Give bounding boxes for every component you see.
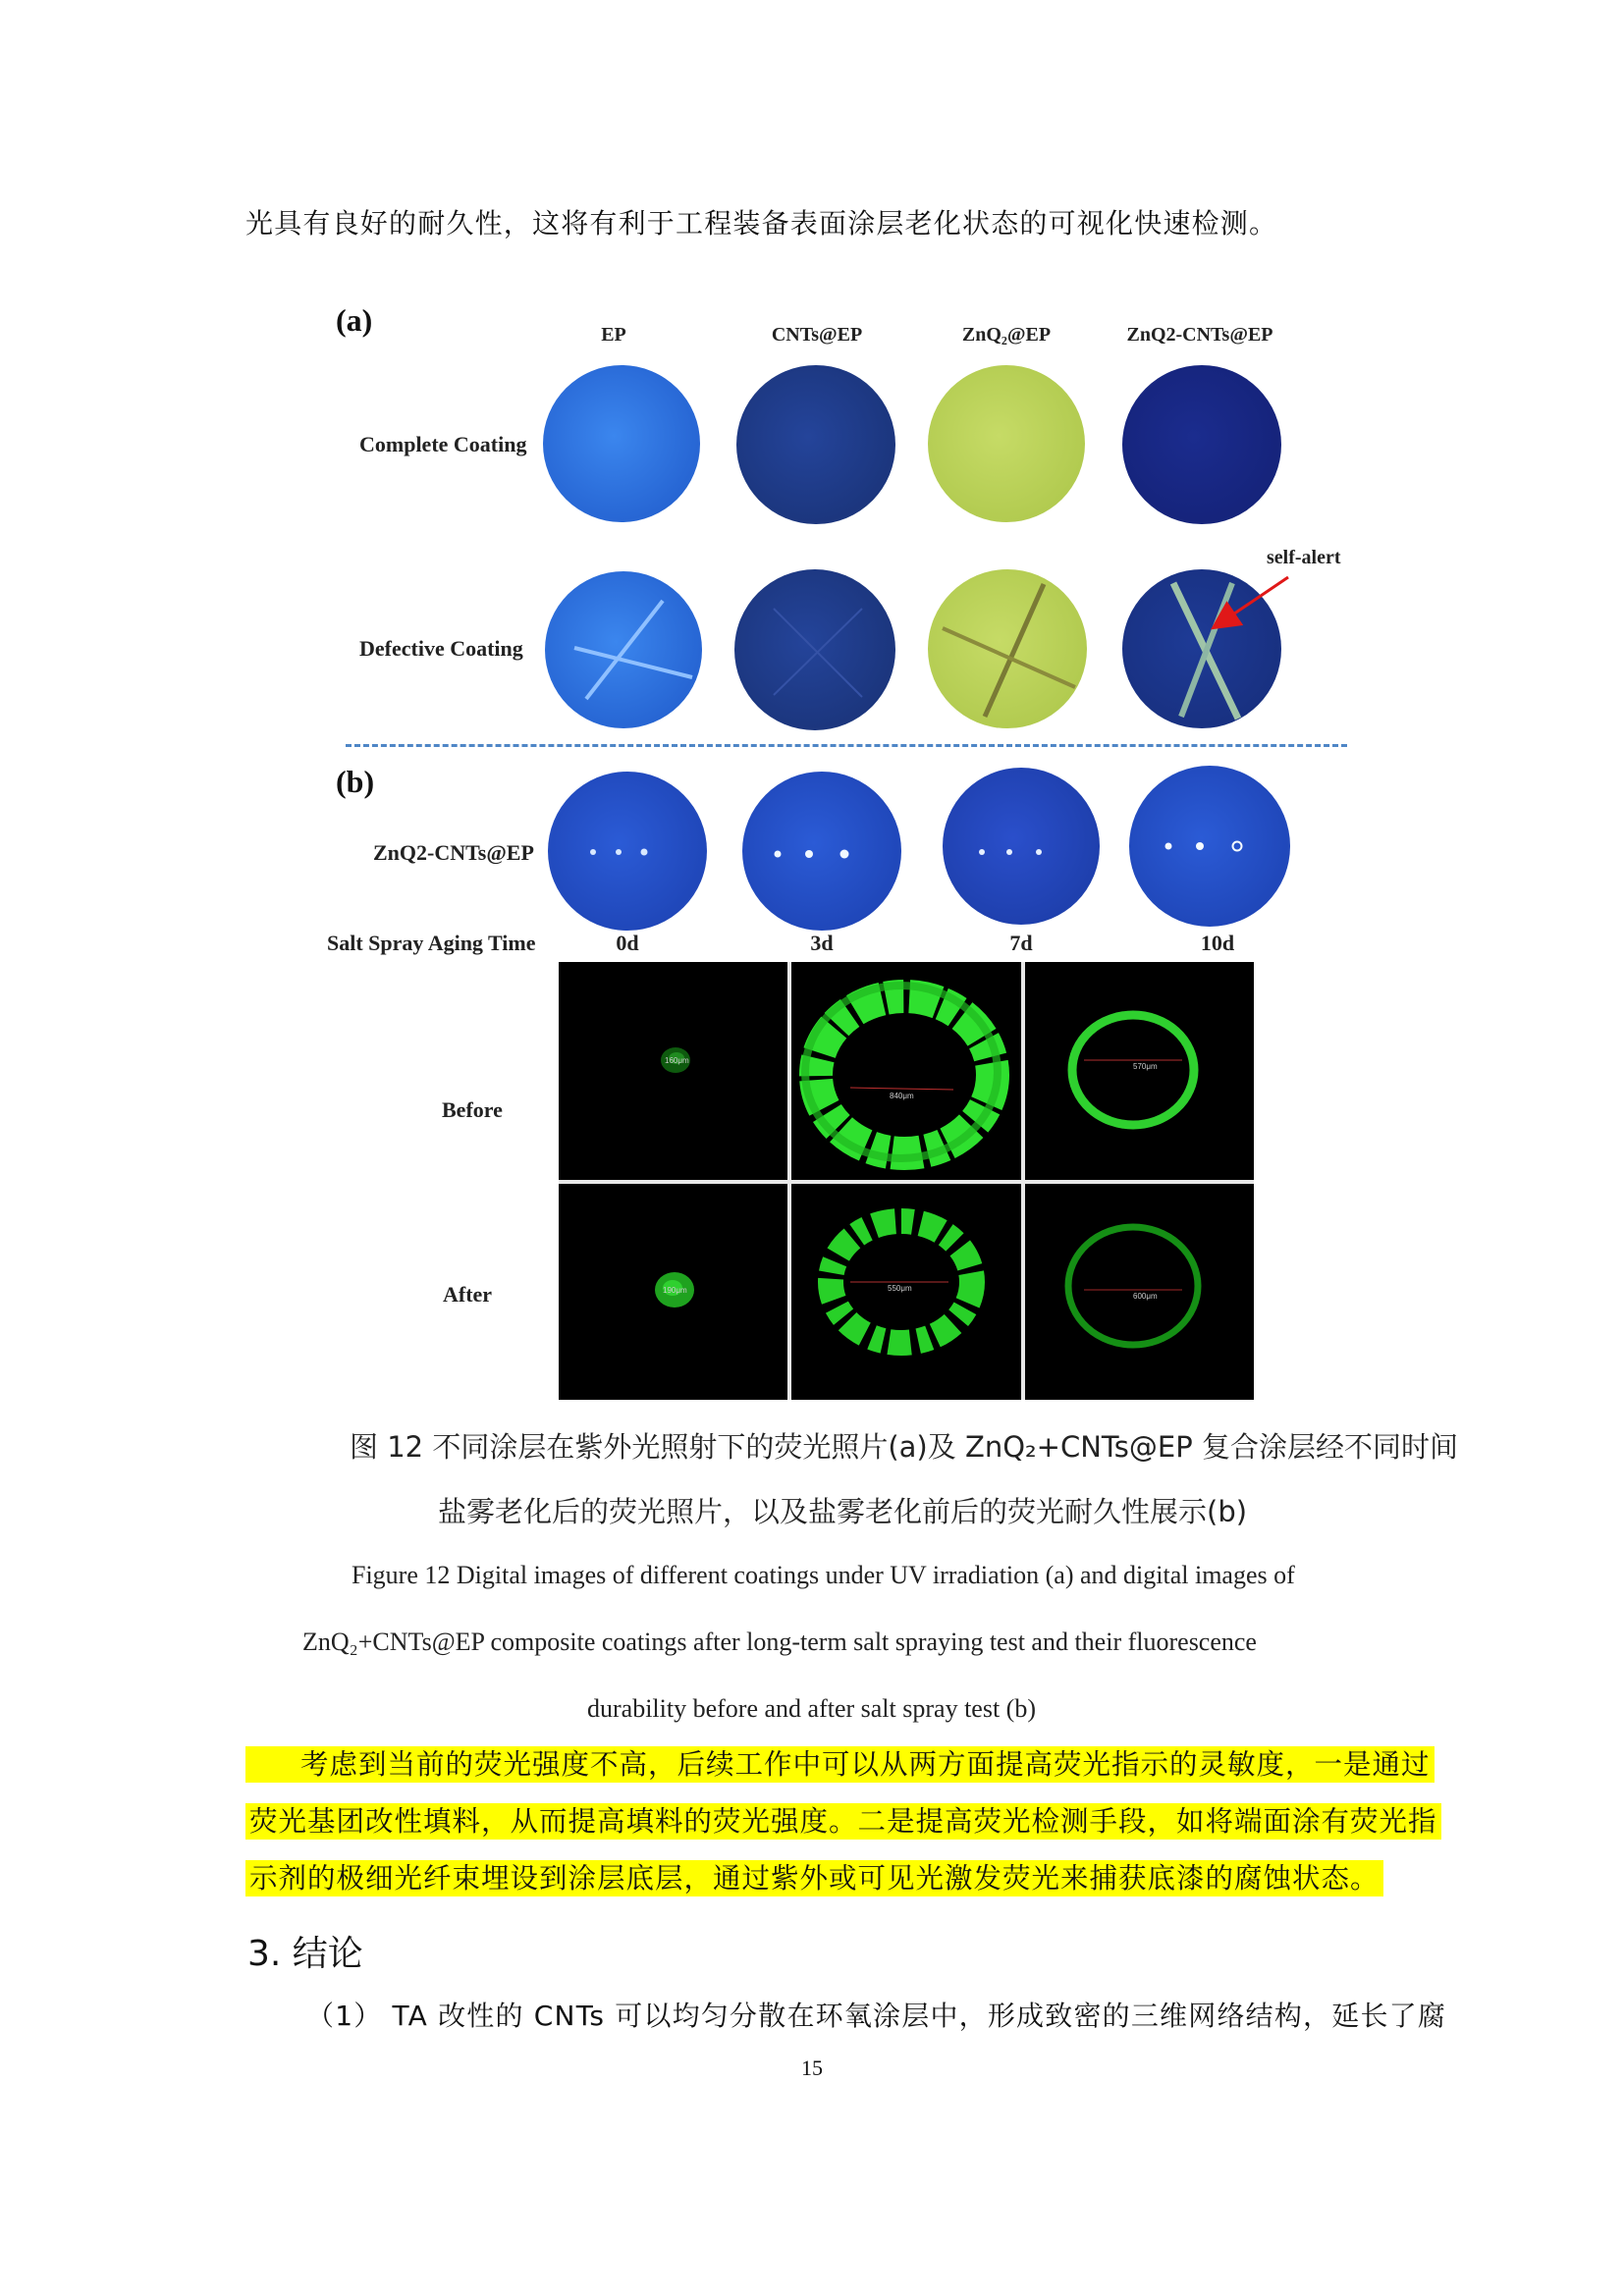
self-alert-label: self-alert <box>1267 547 1341 568</box>
highlight-paragraph-line-2 <box>245 1799 1441 1840</box>
aging-time-0d: 0d <box>616 931 639 955</box>
row-label-znq2-cnts-ep: ZnQ2-CNTs@EP <box>373 840 534 865</box>
highlight-paragraph-line-1 <box>245 1742 1435 1783</box>
column-header-znq2-ep: ZnQ₂@EP <box>961 324 1052 346</box>
highlight-paragraph-line-3 <box>245 1856 1383 1896</box>
highlight-text-3: 示剂的极细光纤束埋设到涂层底层，通过紫外或可见光激发荧光来捕获底漆的腐蚀状态。 <box>245 1860 1383 1896</box>
micrograph-before-1 <box>559 962 787 1180</box>
disc-ep-complete <box>543 365 700 522</box>
scale-label-before-2: 840μm <box>890 1092 914 1100</box>
section-heading: 3. 结论 <box>247 1934 363 1974</box>
highlight-text-1: 考虑到当前的荧光强度不高，后续工作中可以从两方面提高荧光指示的灵敏度，一是通过 <box>245 1746 1435 1783</box>
micrograph-before-2 <box>791 962 1021 1180</box>
intro-text-line: 光具有良好的耐久性，这将有利于工程装备表面涂层老化状态的可视化快速检测。 <box>245 207 1278 240</box>
panel-b-label: (b) <box>336 764 375 799</box>
fluorescent-ring-before-3 <box>1025 962 1254 1180</box>
fluorescent-ring-before-2 <box>791 962 1021 1180</box>
micrograph-after-1 <box>559 1184 787 1400</box>
scale-label-before-3: 570μm <box>1133 1062 1158 1071</box>
caption-zh-line-2: 盐雾老化后的荧光照片，以及盐雾老化前后的荧光耐久性展示(b) <box>438 1495 1248 1528</box>
row-label-before: Before <box>442 1097 503 1122</box>
caption-en-line-1: Figure 12 Digital images of different coatings under UV irradiation (a) and digital images of <box>352 1561 1295 1589</box>
disc-aging-3d <box>742 772 901 931</box>
row-label-complete-coating: Complete Coating <box>359 432 527 456</box>
aging-time-10d: 10d <box>1200 931 1235 955</box>
caption-en-line-3: durability before and after salt spray test (b) <box>587 1694 1036 1723</box>
dots-7d <box>943 768 1100 925</box>
disc-cnts-ep-defective <box>734 569 895 730</box>
scratch-mark-znq2-ep <box>928 569 1087 728</box>
scratch-mark-ep <box>545 571 702 728</box>
column-header-cnts-ep: CNTs@EP <box>771 324 863 346</box>
disc-cnts-ep-complete <box>736 365 895 524</box>
micrograph-grid <box>559 962 1254 1400</box>
disc-znq2-ep-defective <box>928 569 1087 728</box>
caption-zh-line-1: 图 12 不同涂层在紫外光照射下的荧光照片(a)及 ZnQ₂+CNTs@EP 复合涂层经不同时间 <box>350 1430 1458 1464</box>
aging-time-7d: 7d <box>1009 931 1033 955</box>
row-label-after: After <box>443 1282 493 1307</box>
scratch-mark-cnts-ep <box>734 569 895 730</box>
dots-10d <box>1129 766 1290 927</box>
aging-time-label: Salt Spray Aging Time <box>327 931 536 955</box>
micrograph-after-2 <box>791 1184 1021 1400</box>
conclusion-item-1: （1） TA 改性的 CNTs 可以均匀分散在环氧涂层中，形成致密的三维网络结构，延长了腐 <box>306 2000 1447 2032</box>
dots-0d <box>548 772 707 931</box>
fluorescent-spot-before-1 <box>559 962 787 1180</box>
panel-divider <box>346 744 1347 747</box>
caption-en-line-2: ZnQ₂+CNTs@EP composite coatings after long-term salt spraying test and their fluorescence <box>302 1628 1257 1656</box>
disc-znq2-ep-complete <box>928 365 1085 522</box>
disc-ep-defective <box>545 571 702 728</box>
scale-label-before-1: 160μm <box>665 1056 689 1065</box>
disc-znq2-cnts-ep-complete <box>1122 365 1281 524</box>
scale-label-after-3: 600μm <box>1133 1292 1158 1301</box>
disc-aging-0d <box>548 772 707 931</box>
micrograph-before-3 <box>1025 962 1254 1180</box>
dots-3d <box>742 772 901 931</box>
panel-a-label: (a) <box>336 302 373 338</box>
column-header-znq2-cnts-ep: ZnQ2-CNTs@EP <box>1126 324 1273 346</box>
highlight-text-2: 荧光基团改性填料，从而提高填料的荧光强度。二是提高荧光检测手段，如将端面涂有荧光指 <box>245 1803 1441 1840</box>
disc-aging-7d <box>943 768 1100 925</box>
column-header-ep: EP <box>601 324 626 346</box>
self-alert-arrow-icon <box>1198 569 1296 638</box>
row-label-defective-coating: Defective Coating <box>359 636 523 661</box>
disc-aging-10d <box>1129 766 1290 927</box>
scale-label-after-2: 550μm <box>888 1284 912 1293</box>
page-number: 15 <box>801 2056 823 2080</box>
aging-time-3d: 3d <box>810 931 834 955</box>
micrograph-after-3 <box>1025 1184 1254 1400</box>
scale-label-after-1: 190μm <box>663 1286 687 1295</box>
